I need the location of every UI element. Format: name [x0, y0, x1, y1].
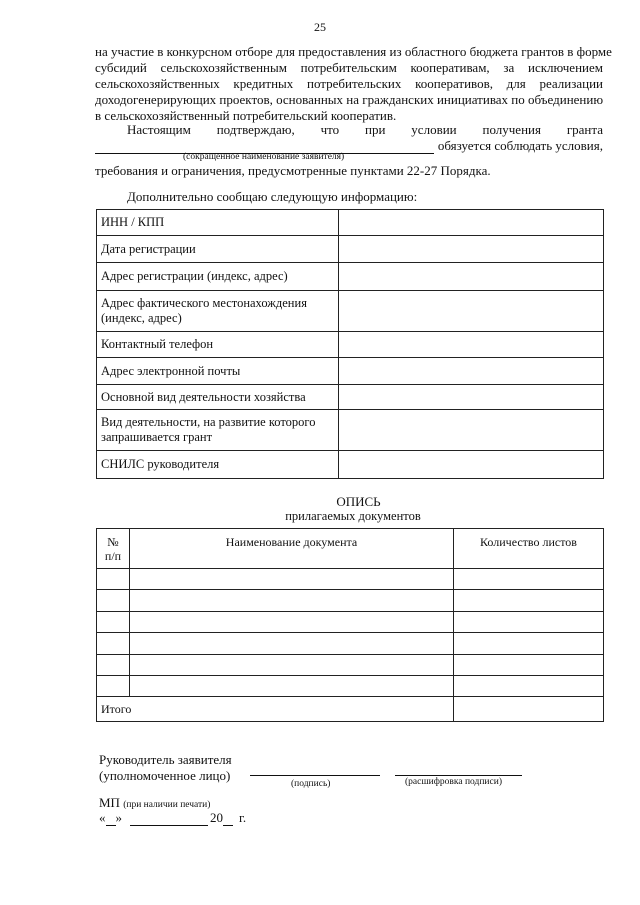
intro-paragraph	[95, 44, 612, 124]
inventory-header-row	[97, 529, 604, 569]
info-label: Основной вид деятельности хозяйства	[97, 385, 339, 410]
info-label: Контактный телефон	[97, 332, 339, 358]
info-value[interactable]	[339, 291, 604, 332]
info-label: ИНН / КПП	[97, 210, 339, 236]
info-row	[97, 451, 604, 479]
info-row	[97, 385, 604, 410]
stamp-note: (при наличии печати)	[123, 800, 211, 810]
inventory-title: ОПИСЬ	[336, 494, 381, 509]
row-num[interactable]	[97, 633, 130, 655]
row-count[interactable]	[454, 676, 604, 697]
total-count[interactable]	[454, 697, 604, 722]
info-label: Вид деятельности, на развитие которого запрашивается грант	[97, 410, 339, 451]
table-row	[97, 633, 604, 655]
row-num[interactable]	[97, 676, 130, 697]
signature-decryption-caption: (расшифровка подписи)	[405, 777, 502, 787]
row-name[interactable]	[130, 676, 454, 697]
table-row	[97, 612, 604, 633]
info-value[interactable]	[339, 210, 604, 236]
inventory-table	[96, 528, 604, 722]
table-row	[97, 676, 604, 697]
row-name[interactable]	[130, 590, 454, 612]
signature-decryption-field[interactable]	[395, 774, 522, 776]
date-year-prefix: 20	[210, 810, 223, 825]
confirm-line-3-text: требования и ограничения, предусмотренные пунктами 22-27 Порядка.	[95, 163, 491, 178]
info-row	[97, 210, 604, 236]
date-line	[99, 810, 246, 826]
confirm-line-2	[95, 138, 603, 154]
info-value[interactable]	[339, 451, 604, 479]
header-num: № п/п	[97, 529, 130, 569]
info-label: Адрес фактического местонахождения (индекс, адрес)	[97, 291, 339, 332]
row-name[interactable]	[130, 612, 454, 633]
info-row	[97, 332, 604, 358]
row-num[interactable]	[97, 655, 130, 676]
confirm-line-1: Настоящим подтверждаю, что при условии получения гранта	[127, 122, 603, 137]
intro-line: субсидий сельскохозяйственным потребительским кооперативам, за исключением	[95, 60, 603, 75]
date-suffix: г.	[239, 810, 247, 825]
date-month-field[interactable]	[130, 813, 208, 826]
info-label: Дата регистрации	[97, 236, 339, 263]
confirm-line-3	[95, 163, 603, 179]
signatory-role-line-2: (уполномоченное лицо)	[99, 768, 231, 783]
info-value[interactable]	[339, 236, 604, 263]
table-row	[97, 590, 604, 612]
stamp-line	[99, 795, 210, 811]
row-name[interactable]	[130, 569, 454, 590]
info-label: Адрес регистрации (индекс, адрес)	[97, 263, 339, 291]
intro-line: в сельскохозяйственный потребительский кооператив.	[95, 108, 397, 123]
info-row	[97, 263, 604, 291]
row-name[interactable]	[130, 655, 454, 676]
info-value[interactable]	[339, 263, 604, 291]
info-row	[97, 358, 604, 385]
row-count[interactable]	[454, 569, 604, 590]
total-label: Итого	[97, 697, 454, 722]
info-row	[97, 236, 604, 263]
info-row	[97, 291, 604, 332]
table-row	[97, 655, 604, 676]
date-open-quote: «	[99, 810, 106, 825]
info-table	[96, 209, 604, 479]
confirm-paragraph	[95, 122, 603, 154]
info-value[interactable]	[339, 358, 604, 385]
info-row	[97, 410, 604, 451]
row-count[interactable]	[454, 655, 604, 676]
additional-info-heading: Дополнительно сообщаю следующую информацию:	[127, 189, 418, 204]
inventory-subtitle: прилагаемых документов	[285, 509, 421, 523]
info-value[interactable]	[339, 385, 604, 410]
page-number: 25	[314, 20, 326, 34]
row-num[interactable]	[97, 612, 130, 633]
row-count[interactable]	[454, 633, 604, 655]
applicant-name-caption: (сокращенное наименование заявителя)	[183, 152, 345, 162]
info-value[interactable]	[339, 410, 604, 451]
row-num[interactable]	[97, 569, 130, 590]
intro-line: на участие в конкурсном отборе для предоставления из областного бюджета грантов в форме	[95, 44, 612, 59]
info-value[interactable]	[339, 332, 604, 358]
intro-line: доходогенерирующих проектов, основанных на гражданских инициативах по объединению	[95, 92, 604, 107]
info-label: СНИЛС руководителя	[97, 451, 339, 479]
header-name: Наименование документа	[130, 529, 454, 569]
signatory-role-line-1: Руководитель заявителя	[99, 752, 232, 767]
date-year-field[interactable]	[223, 813, 233, 826]
row-count[interactable]	[454, 612, 604, 633]
row-count[interactable]	[454, 590, 604, 612]
intro-line: сельскохозяйственных кредитных потребительских кооперативов, для реализации	[95, 76, 603, 91]
total-row	[97, 697, 604, 722]
table-row	[97, 569, 604, 590]
header-count: Количество листов	[454, 529, 604, 569]
info-label: Адрес электронной почты	[97, 358, 339, 385]
date-day-field[interactable]	[106, 813, 116, 826]
signature-field[interactable]	[250, 774, 380, 776]
signature-caption: (подпись)	[291, 779, 331, 789]
confirm-line-2-suffix: обязуется соблюдать условия,	[437, 138, 603, 153]
date-close-quote: »	[115, 810, 122, 825]
stamp-label: МП	[99, 795, 120, 810]
row-name[interactable]	[130, 633, 454, 655]
row-num[interactable]	[97, 590, 130, 612]
